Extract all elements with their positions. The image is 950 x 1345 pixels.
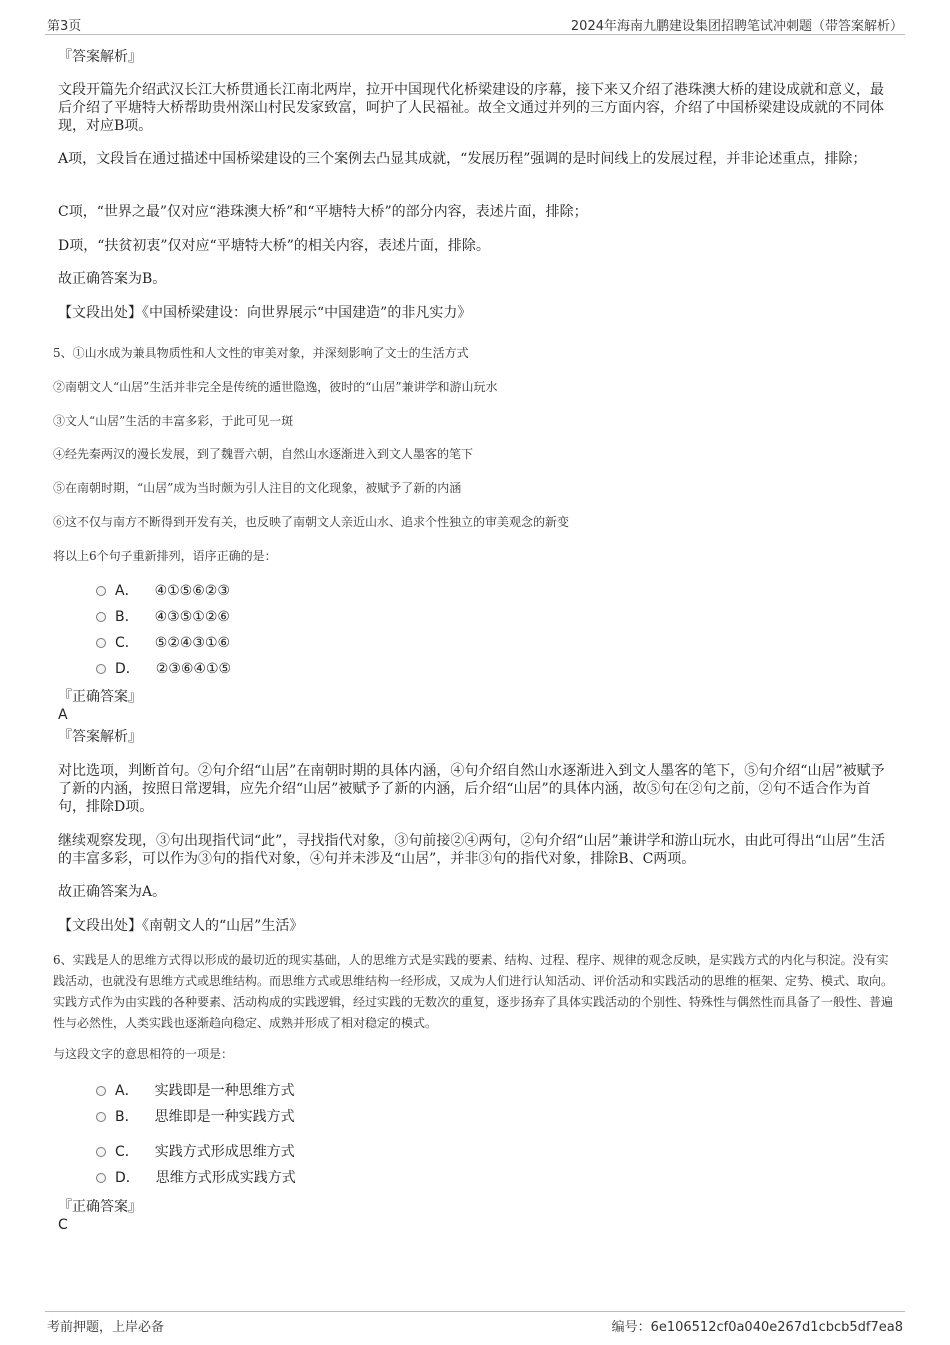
q6-option-d[interactable]: D． 思维方式形成实践方式 [96,1169,296,1187]
q5-sentence-4: ④经先秦两汉的漫长发展，到了魏晋六朝，自然山水逐渐进入到文人墨客的笔下 [53,447,474,461]
q5-sentence-2: ②南朝文人“山居”生活并非完全是传统的遁世隐逸，彼时的“山居”兼讲学和游山玩水 [53,380,498,394]
q5-analysis-p2: 继续观察发现，③句出现指代词“此”，寻找指代对象，③句前接②④两句，②句介绍“山居”兼讲学和游山玩水，由此可得出“山居”生活的丰富多彩，可以作为③句的指代对象，④句并未涉及“山居”，并非③句的指代对象，排除B、C两项。 [58,833,885,867]
q6-answer-label: 『正确答案』 [58,1199,142,1215]
footer-slogan: 考前押题，上岸必备 [47,1320,165,1335]
radio-button[interactable] [96,612,106,622]
radio-button[interactable] [96,1147,106,1157]
q5-answer-label: 『正确答案』 [58,689,142,705]
q5-analysis-p1: 对比选项，判断首句。②句介绍“山居”在南朝时期的具体内涵，④句介绍自然山水逐渐进入到文人墨客的笔下，⑤句介绍“山居”被赋予了新的内涵，按照日常逻辑，应先介绍“山居”被赋予了新的内涵，后介绍“山居”的具体内涵，故⑤句在②句之前，②句不适合作为首句，排除D项。 [58,763,885,815]
q5-answer: A [58,707,68,723]
q6-answer: C [58,1217,68,1233]
q6-option-c[interactable]: C． 实践方式形成思维方式 [96,1143,295,1161]
q4-analysis-p3: C项，“世界之最”仅对应“港珠澳大桥”和“平塘特大桥”的部分内容，表述片面，排除； [58,204,588,220]
q4-analysis-p5: 故正确答案为B。 [58,271,167,287]
q5-sentence-6: ⑥这不仅与南方不断得到开发有关，也反映了南朝文人亲近山水、追求个性独立的审美观念的新变 [53,515,570,529]
q6-passage: 6、实践是人的思维方式得以形成的最切近的现实基础，人的思维方式是实践的要素、结构、过程、程序、规律的观念反映，是实践方式的内化与积淀。没有实践活动，也就没有思维方式或思维结构。而思维方式或思维结构一经形成，又成为人们进行认知活动、评价活动和实践活动的思维的框架、定势、模式、取向。实践方式作为由实践的各种要素、活动构成的实践逻辑，经过实践的无数次的重复，逐步扬弃了具体实践活动的个别性、特殊性与偶然性而具备了一般性、普遍性与必然性，人类实践也逐渐趋向稳定、成熟并形成了相对稳定的模式。 [53,953,894,1030]
q4-analysis-label: 『答案解析』 [58,49,142,65]
q5-prompt: 将以上6个句子重新排列，语序正确的是： [53,549,277,563]
q5-option-d[interactable]: D． ②③⑥④①⑤ [96,660,231,678]
q4-analysis-p2: A项，文段旨在通过描述中国桥梁建设的三个案例去凸显其成就，“发展历程”强调的是时间线上的发展过程，并非论述重点，排除； [58,151,867,167]
q5-sentence-5: ⑤在南朝时期，“山居”成为当时颇为引人注目的文化现象，被赋予了新的内涵 [53,481,462,495]
radio-button[interactable] [96,1173,106,1183]
page-header [45,14,905,35]
radio-button[interactable] [96,1112,106,1122]
q6-prompt: 与这段文字的意思相符的一项是： [53,1047,234,1061]
page-number: 第3页 [47,19,82,34]
q6-option-a[interactable]: A． 实践即是一种思维方式 [96,1082,295,1100]
radio-button[interactable] [96,1086,106,1096]
q5-option-b[interactable]: B． ④③⑤①②⑥ [96,608,230,626]
radio-button[interactable] [96,586,106,596]
document-title: 2024年海南九鹏建设集团招聘笔试冲刺题（带答案解析） [570,19,903,34]
q5-option-c[interactable]: C． ⑤②④③①⑥ [96,634,230,652]
radio-button[interactable] [96,638,106,648]
q4-analysis-p1: 文段开篇先介绍武汉长江大桥贯通长江南北两岸，拉开中国现代化桥梁建设的序幕，接下来又介绍了港珠澳大桥的建设成就和意义，最后介绍了平塘特大桥帮助贵州深山村民发家致富，呵护了人民福祉。故全文通过并列的三方面内容，介绍了中国桥梁建设成就的不同体现，对应B项。 [58,82,884,134]
q6-option-b[interactable]: B． 思维即是一种实践方式 [96,1108,295,1126]
q5-analysis-p3: 故正确答案为A。 [58,884,167,900]
q5-source: 【文段出处】《南朝文人的“山居”生活》 [58,918,304,934]
q5-analysis-label: 『答案解析』 [58,729,142,745]
q4-source: 【文段出处】《中国桥梁建设：向世界展示“中国建造”的非凡实力》 [58,305,472,321]
q5-sentence-1: 5、①山水成为兼具物质性和人文性的审美对象，并深刻影响了文士的生活方式 [53,346,469,360]
radio-button[interactable] [96,664,106,674]
q4-analysis-p4: D项，“扶贫初衷”仅对应“平塘特大桥”的相关内容，表述片面，排除。 [58,238,490,254]
document-code: 编号：6e106512cf0a040e267d1cbcb5df7ea8 [611,1320,903,1335]
q5-option-a[interactable]: A． ④①⑤⑥②③ [96,582,230,600]
q5-sentence-3: ③文人“山居”生活的丰富多彩，于此可见一斑 [53,414,294,428]
page-footer [45,1311,905,1340]
